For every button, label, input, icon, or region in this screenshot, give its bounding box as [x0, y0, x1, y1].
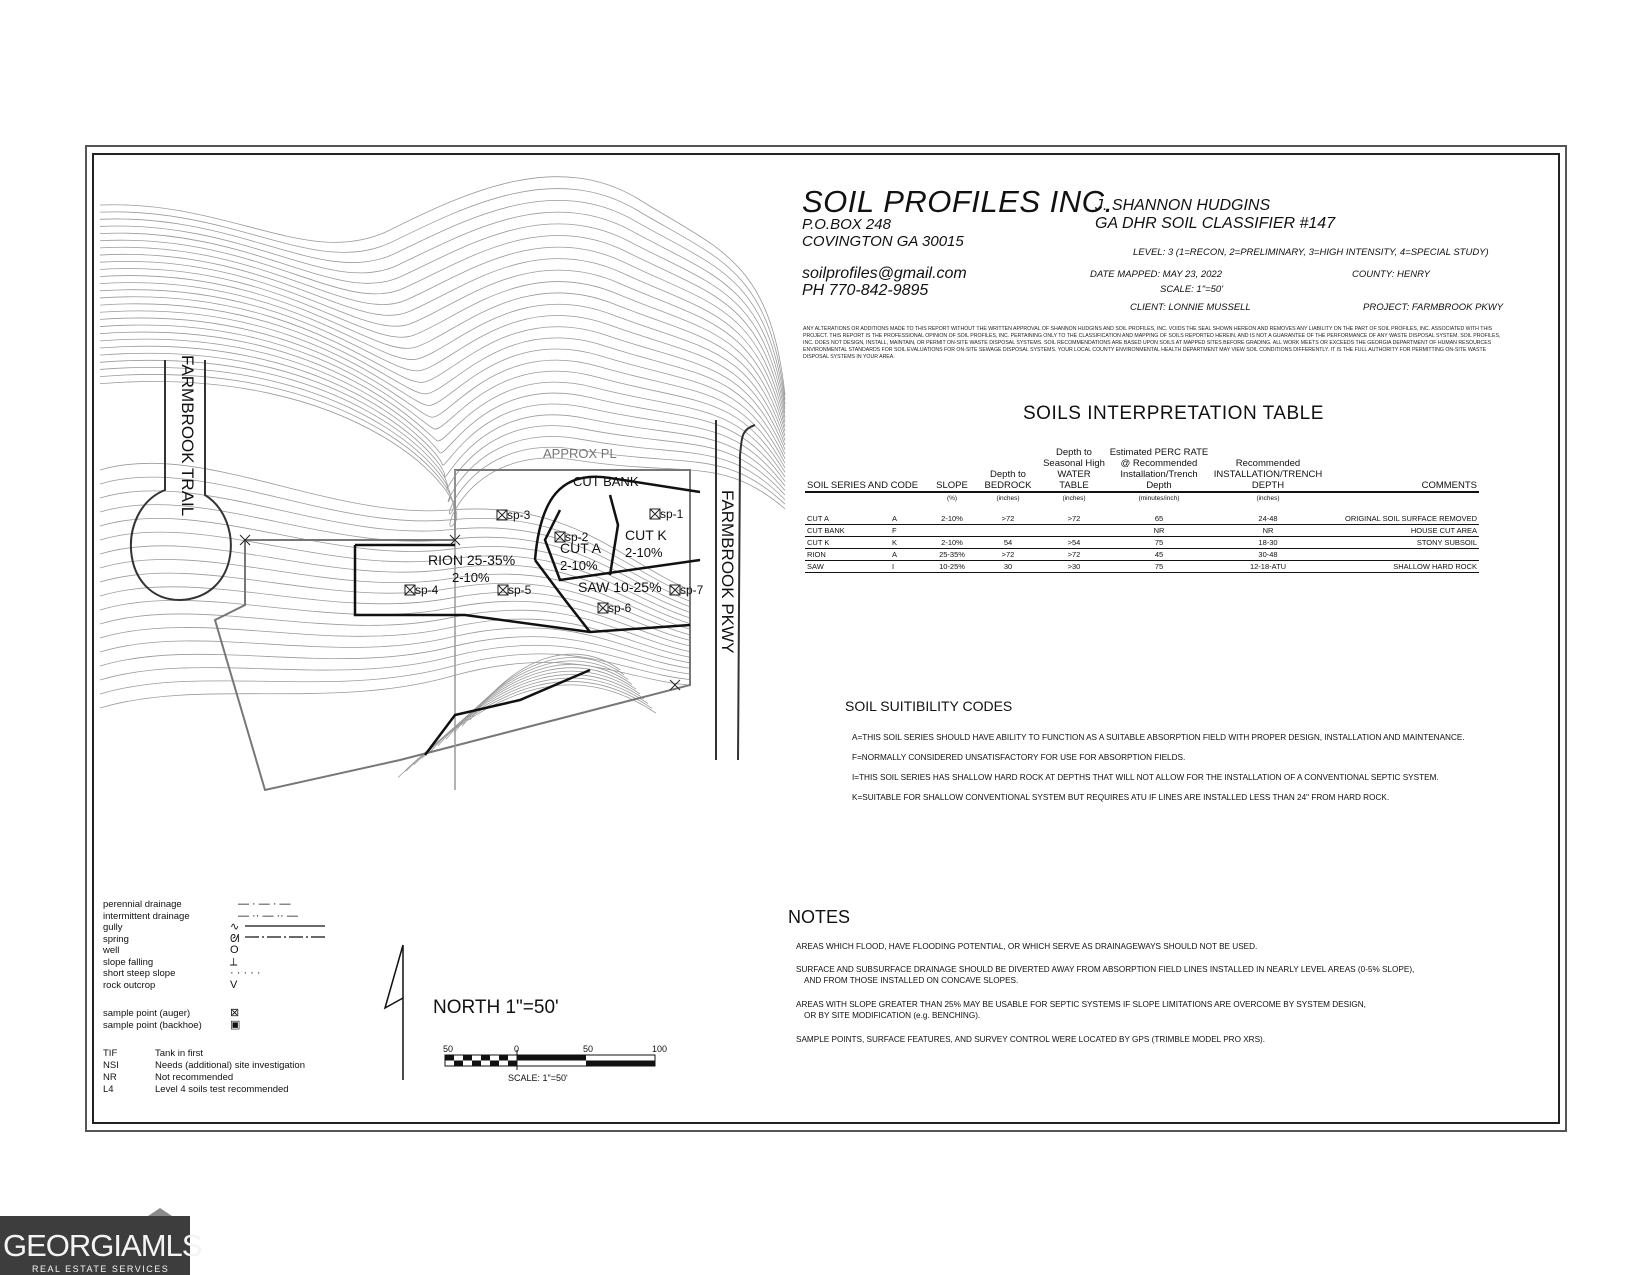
- units-water: (inches): [1062, 495, 1086, 502]
- date-mapped: DATE MAPPED: MAY 23, 2022: [1090, 269, 1222, 280]
- cell-series-code: I: [892, 562, 895, 571]
- logo-tagline: REAL ESTATE SERVICES: [32, 1264, 170, 1274]
- cell-bedrock: [975, 525, 1041, 537]
- cell-water: >72: [1041, 513, 1107, 525]
- cell-series-code: F: [892, 526, 897, 535]
- cell-bedrock: >72: [975, 513, 1041, 525]
- units-series: [805, 492, 929, 513]
- contour-line: [100, 224, 785, 413]
- cell-bedrock: 30: [975, 561, 1041, 573]
- scale-bar-segment: [454, 1061, 463, 1067]
- contour-line: [100, 332, 785, 477]
- legend-symbol-5: ⟂: [230, 955, 238, 968]
- contour-line: [100, 297, 785, 454]
- sample-point-label: sp-1: [660, 507, 684, 521]
- cell-bedrock: >72: [975, 549, 1041, 561]
- sample-point-label: sp-2: [565, 530, 589, 544]
- scale-bar-label: SCALE: 1"=50': [508, 1073, 568, 1083]
- cell-slope: 25-35%: [929, 549, 975, 561]
- road-label-farmbrook-trail: FARMBROOK TRAIL: [178, 355, 197, 517]
- cell-bedrock: 54: [975, 537, 1041, 549]
- contour-line: [100, 304, 785, 459]
- cell-slope: 2-10%: [929, 513, 975, 525]
- cell-slope: 10-25%: [929, 561, 975, 573]
- legend-item-label: sample point (auger): [103, 1008, 191, 1019]
- legend-item-label: perennial drainage: [103, 899, 182, 910]
- contour-line: [100, 318, 785, 468]
- units-comments: [1325, 492, 1479, 513]
- map-labels: [178, 355, 737, 653]
- note-3-cont: OR BY SITE MODIFICATION (e.g. BENCHING).: [804, 1011, 981, 1020]
- contour-line: [100, 247, 785, 422]
- scale-bar-segment: [490, 1061, 499, 1067]
- note-4: SAMPLE POINTS, SURFACE FEATURES, AND SURVEY CONTROL WERE LOCATED BY GPS (TRIMBLE MODEL PRO XRS).: [796, 1035, 1266, 1044]
- logo-wordmark: GEORGIAMLS: [3, 1228, 202, 1263]
- note-3: AREAS WITH SLOPE GREATER THAN 25% MAY BE USABLE FOR SEPTIC SYSTEMS IF SLOPE LIMITATIONS ARE OVERCOME BY SYSTEM DESIGN,: [796, 1000, 1366, 1009]
- contour-line: [100, 283, 785, 445]
- cell-series-name: SAW: [807, 562, 824, 571]
- scale-tick-100: 100: [652, 1044, 668, 1054]
- abbrev-definition: Needs (additional) site investigation: [155, 1060, 305, 1071]
- legend-item-label: gully: [103, 922, 123, 933]
- legend-item-label: short steep slope: [103, 968, 176, 979]
- cell-comments: STONY SUBSOIL: [1325, 537, 1479, 549]
- north-scale-label: NORTH 1"=50': [433, 997, 559, 1018]
- cell-water: [1041, 525, 1107, 537]
- scale-text: SCALE: 1"=50': [1160, 284, 1224, 295]
- contour-line: [100, 268, 785, 435]
- units-install: (inches): [1256, 495, 1280, 502]
- cell-comments: HOUSE CUT AREA: [1325, 525, 1479, 537]
- legend-symbol-7: V: [230, 978, 238, 991]
- header-water: Depth to Seasonal High WATER TABLE: [1041, 447, 1107, 492]
- cell-series-name: CUT A: [807, 514, 829, 523]
- cell-depth: 30-48: [1211, 549, 1325, 561]
- cell-series: [805, 549, 929, 561]
- legend-symbol-8: ⊠: [230, 1007, 240, 1019]
- cell-comments: ORIGINAL SOIL SURFACE REMOVED: [1325, 513, 1479, 525]
- soils-table-title: SOILS INTERPRETATION TABLE: [1023, 403, 1324, 424]
- sample-point-cross: [497, 510, 507, 520]
- soils-interpretation-table: [805, 447, 1479, 573]
- scale-bar-segment: [472, 1061, 481, 1067]
- abbrev-code: NR: [103, 1072, 117, 1083]
- contour-line: [398, 685, 656, 778]
- soil-label-cut-a-slope: 2-10%: [560, 558, 598, 573]
- legend-item-label: slope falling: [103, 956, 154, 968]
- units-bedrock: (inches): [996, 495, 1020, 502]
- table-row: [805, 537, 1479, 549]
- cell-water: >72: [1041, 549, 1107, 561]
- cell-perc: 65: [1107, 513, 1211, 525]
- table-row: [805, 513, 1479, 525]
- contour-line: [100, 339, 785, 481]
- legend-symbol-2: ∿: [230, 921, 240, 933]
- cell-series-code: A: [892, 514, 898, 523]
- legend-symbol-6: · · · · ·: [230, 967, 261, 979]
- study-level: LEVEL: 3 (1=RECON, 2=PRELIMINARY, 3=HIGH INTENSITY, 4=SPECIAL STUDY): [1133, 247, 1489, 258]
- cell-slope: 2-10%: [929, 537, 975, 549]
- cell-perc: 75: [1107, 561, 1211, 573]
- property-boundaries: [131, 360, 755, 790]
- drainage-line: [425, 670, 590, 755]
- contour-line: [100, 381, 785, 526]
- soil-label-cut-bank: CUT BANK: [573, 474, 639, 489]
- scale-tick-0: 0: [514, 1044, 520, 1054]
- sample-point-label: sp-3: [507, 508, 531, 522]
- contour-line: [100, 254, 785, 427]
- legend-item-label: sample point (backhoe): [103, 1020, 202, 1031]
- soil-label-saw: SAW 10-25%: [578, 579, 662, 595]
- cell-series-code: K: [892, 538, 898, 547]
- abbrev-code: NSI: [103, 1060, 119, 1071]
- note-2-cont: AND FROM THOSE INSTALLED ON CONCAVE SLOPES.: [804, 976, 1019, 985]
- abbrev-definition: Not recommended: [155, 1072, 234, 1083]
- legend-symbol-9: ▣: [230, 1019, 241, 1031]
- contour-line: [100, 177, 785, 395]
- cell-perc: 45: [1107, 549, 1211, 561]
- scale-bar-segment: [586, 1061, 655, 1067]
- abbrev-definition: Tank in first: [155, 1048, 204, 1059]
- contour-line: [100, 189, 785, 400]
- company-phone: PH 770-842-9895: [802, 282, 929, 299]
- contour-line: [100, 628, 690, 663]
- sample-point-label: sp-5: [508, 583, 532, 597]
- company-email[interactable]: soilprofiles@gmail.com: [802, 265, 967, 282]
- header-bedrock: Depth to BEDROCK: [975, 447, 1041, 492]
- suitability-code-i: I=THIS SOIL SERIES HAS SHALLOW HARD ROCK AT DEPTHS THAT WILL NOT ALLOW FOR THE INSTALLATION OF A CONVENTIONAL SEPTIC SYSTEM.: [852, 773, 1439, 782]
- cell-depth: 12-18-ATU: [1211, 561, 1325, 573]
- abbrev-code: TIF: [103, 1048, 118, 1059]
- soil-label-cut-k: CUT K: [625, 527, 667, 543]
- cell-series: [805, 513, 929, 525]
- contour-line: [100, 346, 785, 486]
- soil-label-cut-k-slope: 2-10%: [625, 545, 663, 560]
- contour-line: [100, 200, 785, 404]
- sample-point-label: sp-7: [680, 583, 704, 597]
- cell-water: >54: [1041, 537, 1107, 549]
- legend-symbol-0: — · — · —: [238, 898, 291, 910]
- suitability-code-f: F=NORMALLY CONSIDERED UNSATISFACTORY FOR USE FOR ABSORPTION FIELDS.: [852, 753, 1186, 762]
- sample-point-label: sp-6: [608, 601, 632, 615]
- legend-symbol-4: O: [230, 944, 239, 956]
- notes-title: NOTES: [788, 907, 851, 927]
- cell-series-name: CUT K: [807, 538, 830, 547]
- soil-label-rion: RION 25-35%: [428, 552, 516, 568]
- scale-tick-50: 50: [583, 1044, 594, 1054]
- units-perc: (minutes/inch): [1138, 495, 1180, 502]
- cell-depth: 18-30: [1211, 537, 1325, 549]
- classifier-title: GA DHR SOIL CLASSIFIER #147: [1095, 215, 1336, 232]
- cell-series-code: A: [892, 550, 898, 559]
- cell-slope: [929, 525, 975, 537]
- soil-label-rion-slope: 2-10%: [452, 570, 490, 585]
- suitability-code-k: K=SUITABLE FOR SHALLOW CONVENTIONAL SYSTEM BUT REQUIRES ATU IF LINES ARE INSTALLED LESS THAN 24" FROM HARD ROCK.: [852, 793, 1390, 802]
- sample-point-cross: [670, 585, 680, 595]
- contour-line: [100, 360, 785, 495]
- scale-bar-segment: [445, 1055, 454, 1061]
- legend-item-label: rock outcrop: [103, 979, 156, 991]
- classifier-name: J. SHANNON HUDGINS: [1095, 197, 1271, 214]
- cell-series-name: CUT BANK: [807, 526, 845, 535]
- company-po-box: P.O.BOX 248: [802, 216, 891, 233]
- contour-line: [100, 235, 785, 417]
- note-2: SURFACE AND SUBSURFACE DRAINAGE SHOULD BE DIVERTED AWAY FROM ABSORPTION FIELD LINES INSTALLED IN NEARLY LEVEL AREAS (0-5% SLOPE),: [796, 965, 1415, 974]
- legend-item-label: well: [103, 945, 120, 956]
- cell-water: >30: [1041, 561, 1107, 573]
- soil-label-cut-a: CUT A: [560, 540, 601, 556]
- cell-perc: NR: [1107, 525, 1211, 537]
- sample-point-cross: [498, 585, 508, 595]
- road-label-farmbrook-pkwy: FARMBROOK PKWY: [718, 490, 737, 654]
- disclaimer-text: ANY ALTERATIONS OR ADDITIONS MADE TO THIS REPORT WITHOUT THE WRITTEN APPROVAL OF SHANNON HUDGINS AND SOIL PROFILES, INC. VOIDS THE SEAL SHOWN HEREON AND REMOVES ANY LIABILITY ON THE PART OF SOIL PROFILES, INC. ASSOCIATED WITH THIS PROJECT. THIS REPORT IS THE PROFESSIONAL OPINION OF SOIL PROFILES, INC. PERTAINING ONLY TO THE CLASSIFICATION AND MAPPING OF SOILS REPORTED HEREIN, AND IS NOT A GUARANTEE OF THE PERFORMANCE OF ANY WASTE DISPOSAL SYSTEM. SOIL PROFILES, INC. DOES NOT DESIGN, INSTALL, MAINTAIN, OR PERMIT ON-SITE WASTE DISPOSAL SYSTEMS. SOIL RECOMMENDATIONS ARE BASED UPON SOILS AT MAPPED SITES BEFORE GRADING. ALL WORK MEETS OR EXCEEDS THE GEORGIA DEPARTMENT OF HUMAN RESOURCES ENVIRONMENTAL STANDARDS FOR SOIL EVALUATIONS FOR ON-SITE SEWAGE DISPOSAL SYSTEMS. YOUR LOCAL COUNTY ENVIRONMENTAL HEALTH DEPARTMENT MAY VIEW SOIL CONDITIONS DIFFERENTLY. IT IS THE FULL AUTHORITY FOR PERMITTING ON-SITE WASTE DISPOSAL SYSTEMS IN YOUR AREA.: [803, 326, 1501, 360]
- sample-point-cross: [405, 585, 415, 595]
- cell-depth: NR: [1211, 525, 1325, 537]
- county: COUNTY: HENRY: [1352, 269, 1430, 280]
- cell-comments: SHALLOW HARD ROCK: [1325, 561, 1479, 573]
- abbrev-definition: Level 4 soils test recommended: [155, 1084, 289, 1095]
- legend-symbol-3: ᘛ: [230, 932, 240, 945]
- legend-symbol-1: — ·· — ·· —: [238, 909, 298, 922]
- sample-point-label: sp-4: [415, 583, 439, 597]
- cell-series: [805, 561, 929, 573]
- scale-bar-segment: [463, 1055, 472, 1061]
- header-comments: COMMENTS: [1325, 447, 1479, 492]
- header-slope: SLOPE: [929, 447, 975, 492]
- cell-comments: [1325, 549, 1479, 561]
- header-install-depth: Recommended INSTALLATION/TRENCH DEPTH: [1211, 447, 1325, 492]
- cell-perc: 75: [1107, 537, 1211, 549]
- scale-bar-segment: [508, 1061, 517, 1067]
- abbrev-code: L4: [103, 1084, 114, 1095]
- table-row: [805, 561, 1479, 573]
- units-slope: (%): [946, 495, 958, 502]
- cell-series: [805, 525, 929, 537]
- sample-point-cross: [650, 509, 660, 519]
- company-city: COVINGTON GA 30015: [802, 233, 964, 250]
- project: PROJECT: FARMBROOK PKWY: [1363, 302, 1504, 313]
- north-arrow-icon: [385, 945, 403, 1080]
- farmbrook-pkwy-edge-right: [738, 425, 755, 760]
- table-row: [805, 525, 1479, 537]
- suitability-code-a: A=THIS SOIL SERIES SHOULD HAVE ABILITY TO FUNCTION AS A SUITABLE ABSORPTION FIELD WITH PROPER DESIGN, INSTALLATION AND MAINTENANCE.: [852, 733, 1465, 742]
- scale-bar-segment: [481, 1055, 490, 1061]
- note-1: AREAS WHICH FLOOD, HAVE FLOODING POTENTIAL, OR WHICH SERVE AS DRAINAGEWAYS SHOULD NOT BE USED.: [796, 942, 1258, 951]
- north-arrow: [385, 945, 403, 1080]
- company-name: SOIL PROFILES INC.: [802, 184, 1114, 219]
- client: CLIENT: LONNIE MUSSELL: [1130, 302, 1251, 313]
- scale-tick-50-left: 50: [443, 1044, 454, 1054]
- approx-pl-label: APPROX PL: [543, 446, 617, 461]
- legend-item-label: spring: [103, 933, 129, 945]
- cell-series: [805, 537, 929, 549]
- scale-bar-segment: [499, 1055, 508, 1061]
- cell-depth: 24-48: [1211, 513, 1325, 525]
- contour-line: [100, 374, 785, 514]
- header-perc: Estimated PERC RATE @ Recommended Installation/Trench Depth: [1107, 447, 1211, 492]
- legend-item-label: intermittent drainage: [103, 910, 190, 922]
- header-series: SOIL SERIES AND CODE: [805, 447, 929, 492]
- scale-bar-segment: [517, 1055, 586, 1061]
- scale-bar: [445, 1050, 655, 1070]
- suitability-title: SOIL SUITIBILITY CODES: [845, 698, 1013, 714]
- cell-series-name: RION: [807, 550, 826, 559]
- table-row: [805, 549, 1479, 561]
